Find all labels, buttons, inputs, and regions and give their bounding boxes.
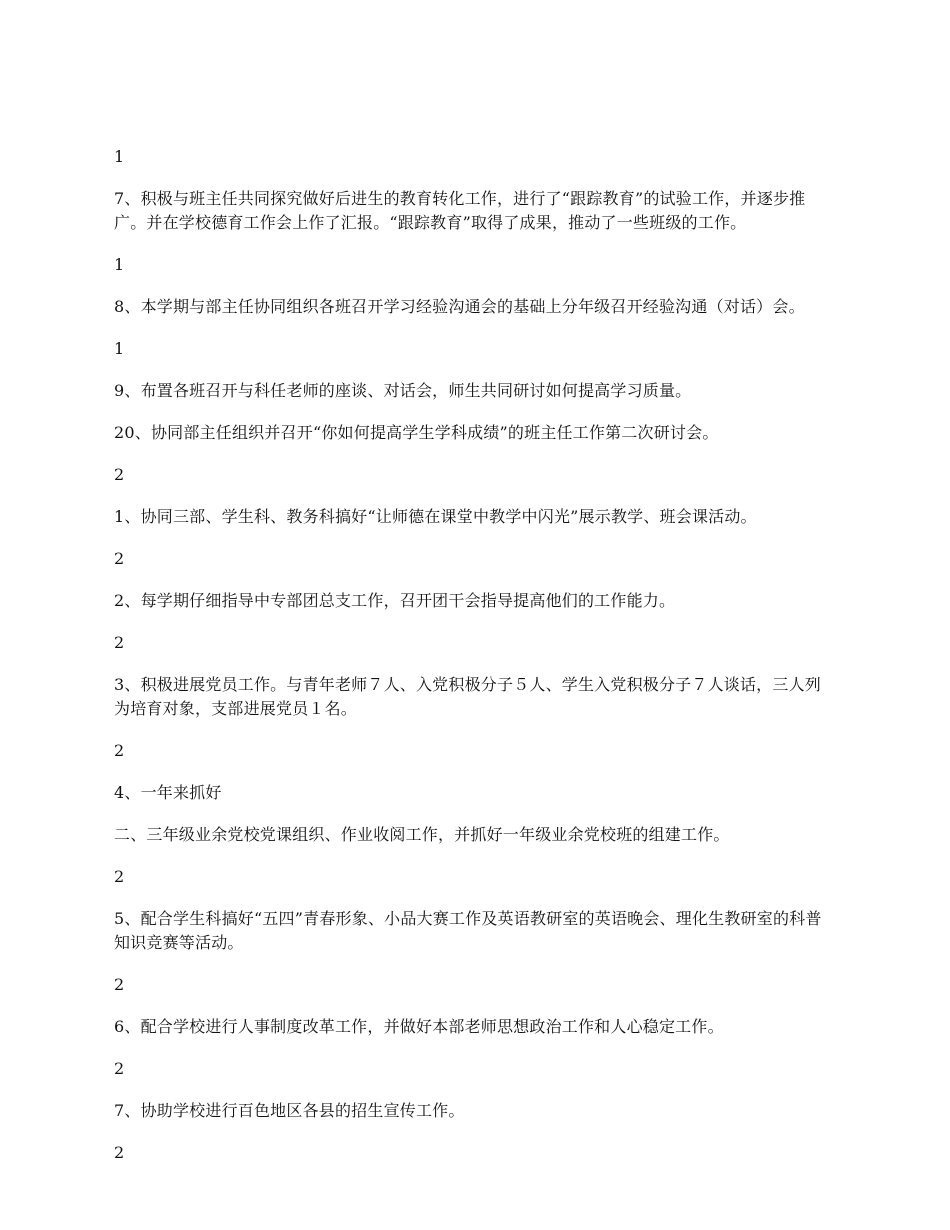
page-number-marker: 2 xyxy=(114,549,125,568)
page-number-marker: 2 xyxy=(114,975,125,994)
document-body xyxy=(114,145,836,1183)
paragraph-item-1: 1、协同三部、学生科、教务科搞好“让师德在课堂中教学中闪光”展示教学、班会课活动。 xyxy=(114,507,757,526)
paragraph-item-6: 6、配合学校进行人事制度改革工作，并做好本部老师思想政治工作和人心稳定工作。 xyxy=(114,1017,724,1036)
page-number-marker: 2 xyxy=(114,1143,125,1162)
paragraph-item-20: 20、协同部主任组织并召开“你如何提高学生学科成绩”的班主任工作第二次研讨会。 xyxy=(114,423,719,442)
paragraph-item-7: 7、积极与班主任共同探究做好后进生的教育转化工作，进行了“跟踪教育”的试验工作，并逐步推广。并在学校德育工作会上作了汇报。“跟踪教育”取得了成果，推动了一些班级的工作。 xyxy=(114,189,806,232)
page-number-marker: 1 xyxy=(114,339,125,358)
page-number-marker: 1 xyxy=(114,255,125,274)
page-number-marker: 2 xyxy=(114,465,125,484)
paragraph-item-3: 3、积极进展党员工作。与青年老师７人、入党积极分子５人、学生入党积极分子７人谈话，三人列为培育对象，支部进展党员１名。 xyxy=(114,675,821,718)
paragraph-item-9: 9、布置各班召开与科任老师的座谈、对话会，师生共同研讨如何提高学习质量。 xyxy=(114,381,692,400)
paragraph-item-5: 5、配合学生科搞好“五四”青春形象、小品大赛工作及英语教研室的英语晚会、理化生教研室的科普知识竞赛等活动。 xyxy=(114,909,822,952)
paragraph-item-2: 2、每学期仔细指导中专部团总支工作，召开团干会指导提高他们的工作能力。 xyxy=(114,591,676,610)
page-number-marker: 2 xyxy=(114,1059,125,1078)
paragraph-item-4: 4、一年来抓好 xyxy=(114,783,222,802)
page-number-marker: 2 xyxy=(114,867,125,886)
paragraph-item-7b: 7、协助学校进行百色地区各县的招生宣传工作。 xyxy=(114,1101,465,1120)
page-number-marker: 2 xyxy=(114,741,125,760)
paragraph-section-two: 二、三年级业余党校党课组织、作业收阅工作，并抓好一年级业余党校班的组建工作。 xyxy=(114,825,730,844)
page-number-marker: 1 xyxy=(114,147,125,166)
page-number-marker: 2 xyxy=(114,633,125,652)
paragraph-item-8: 8、本学期与部主任协同组织各班召开学习经验沟通会的基础上分年级召开经验沟通（对话）会。 xyxy=(114,297,805,316)
